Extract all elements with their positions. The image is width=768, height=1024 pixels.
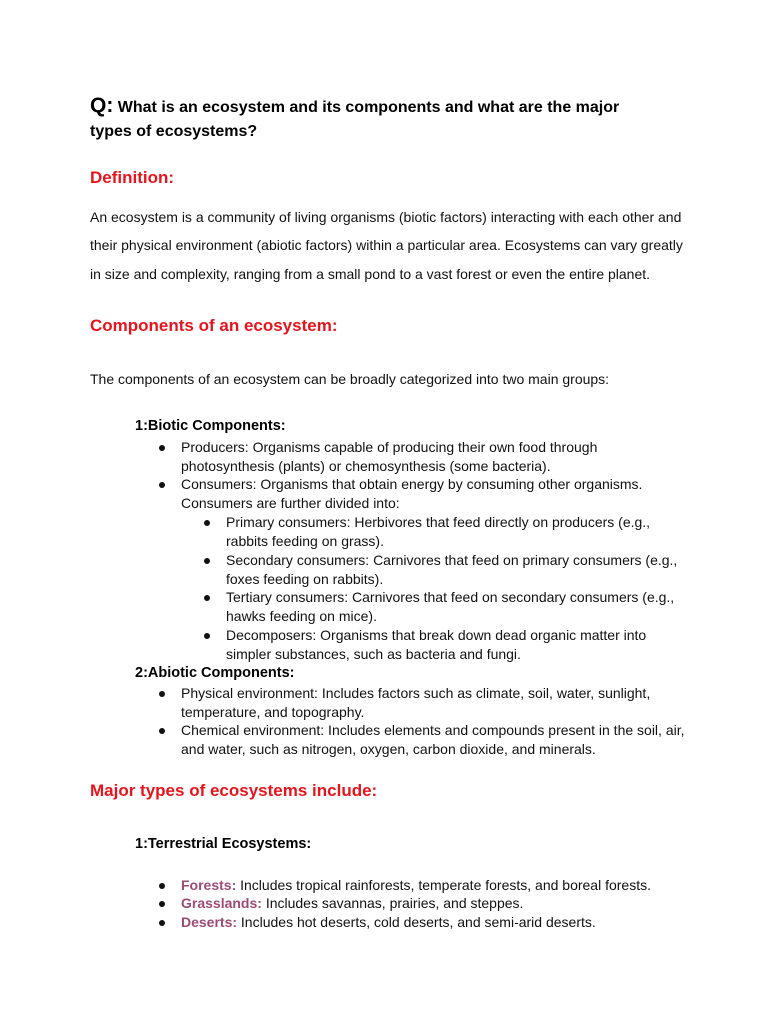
list-item-tertiary: Tertiary consumers: Carnivores that feed on secondary consumers (e.g., <box>226 589 675 605</box>
list-item-chemical: Chemical environment: Includes elements and compounds present in the soil, air, <box>181 722 685 738</box>
biotic-heading: 1:Biotic Components: <box>135 418 286 434</box>
abiotic-heading: 2:Abiotic Components: <box>135 665 295 681</box>
question-mark: Q: <box>90 94 114 117</box>
list-item-secondary-cont: foxes feeding on rabbits). <box>226 571 384 587</box>
list-item-tertiary-cont: hawks feeding on mice). <box>226 608 377 624</box>
bullet-icon <box>159 728 165 734</box>
list-item-physical-cont: temperature, and topography. <box>181 704 365 720</box>
bullet-icon <box>159 691 165 697</box>
bullet-icon <box>159 445 165 451</box>
bullet-icon <box>159 482 165 488</box>
list-item-consumers: Consumers: Organisms that obtain energy by consuming other organisms. <box>181 476 643 492</box>
question-line-2: types of ecosystems? <box>90 123 258 140</box>
forests-label: Forests: <box>181 877 237 893</box>
definition-heading: Definition: <box>90 168 175 187</box>
list-item-decomposers: Decomposers: Organisms that break down dead organic matter into <box>226 627 647 643</box>
definition-line: their physical environment (abiotic factors) within a particular area. Ecosystems can vary greatly <box>90 237 683 253</box>
list-item-primary-cont: rabbits feeding on grass). <box>226 533 384 549</box>
list-item-chemical-cont: and water, such as nitrogen, oxygen, carbon dioxide, and minerals. <box>181 741 596 757</box>
bullet-icon <box>204 633 210 639</box>
definition-line: in size and complexity, ranging from a small pond to a vast forest or even the entire planet. <box>90 266 651 282</box>
terrestrial-heading: 1:Terrestrial Ecosystems: <box>135 836 312 852</box>
bullet-icon <box>159 920 165 926</box>
list-item-grasslands <box>181 895 523 911</box>
deserts-text: Includes hot deserts, cold deserts, and semi-arid deserts. <box>237 914 596 930</box>
list-item-producers-cont: photosynthesis (plants) or chemosynthesis (some bacteria). <box>181 458 551 474</box>
bullet-icon <box>159 883 165 889</box>
components-heading: Components of an ecosystem: <box>90 316 338 335</box>
definition-line: An ecosystem is a community of living organisms (biotic factors) interacting with each other and <box>90 209 682 225</box>
list-item-consumers-cont: Consumers are further divided into: <box>181 495 400 511</box>
list-item-decomposers-cont: simpler substances, such as bacteria and fungi. <box>226 646 521 662</box>
components-intro: The components of an ecosystem can be broadly categorized into two main groups: <box>90 371 610 387</box>
grasslands-text: Includes savannas, prairies, and steppes. <box>261 895 524 911</box>
list-item-forests <box>181 877 651 893</box>
grasslands-label: Grasslands: <box>181 895 262 911</box>
list-item-physical: Physical environment: Includes factors such as climate, soil, water, sunlight, <box>181 685 651 701</box>
list-item-secondary: Secondary consumers: Carnivores that feed on primary consumers (e.g., <box>226 552 678 568</box>
bullet-icon <box>204 595 210 601</box>
bullet-icon <box>159 901 165 907</box>
list-item-deserts <box>181 914 596 930</box>
list-item-producers: Producers: Organisms capable of producing their own food through <box>181 439 598 455</box>
question-title <box>90 94 619 118</box>
bullet-icon <box>204 558 210 564</box>
forests-text: Includes tropical rainforests, temperate forests, and boreal forests. <box>236 877 651 893</box>
types-heading: Major types of ecosystems include: <box>90 781 378 800</box>
bullet-icon <box>204 520 210 526</box>
deserts-label: Deserts: <box>181 914 238 930</box>
list-item-primary: Primary consumers: Herbivores that feed directly on producers (e.g., <box>226 514 651 530</box>
question-line-1: What is an ecosystem and its components and what are the major <box>117 99 620 116</box>
